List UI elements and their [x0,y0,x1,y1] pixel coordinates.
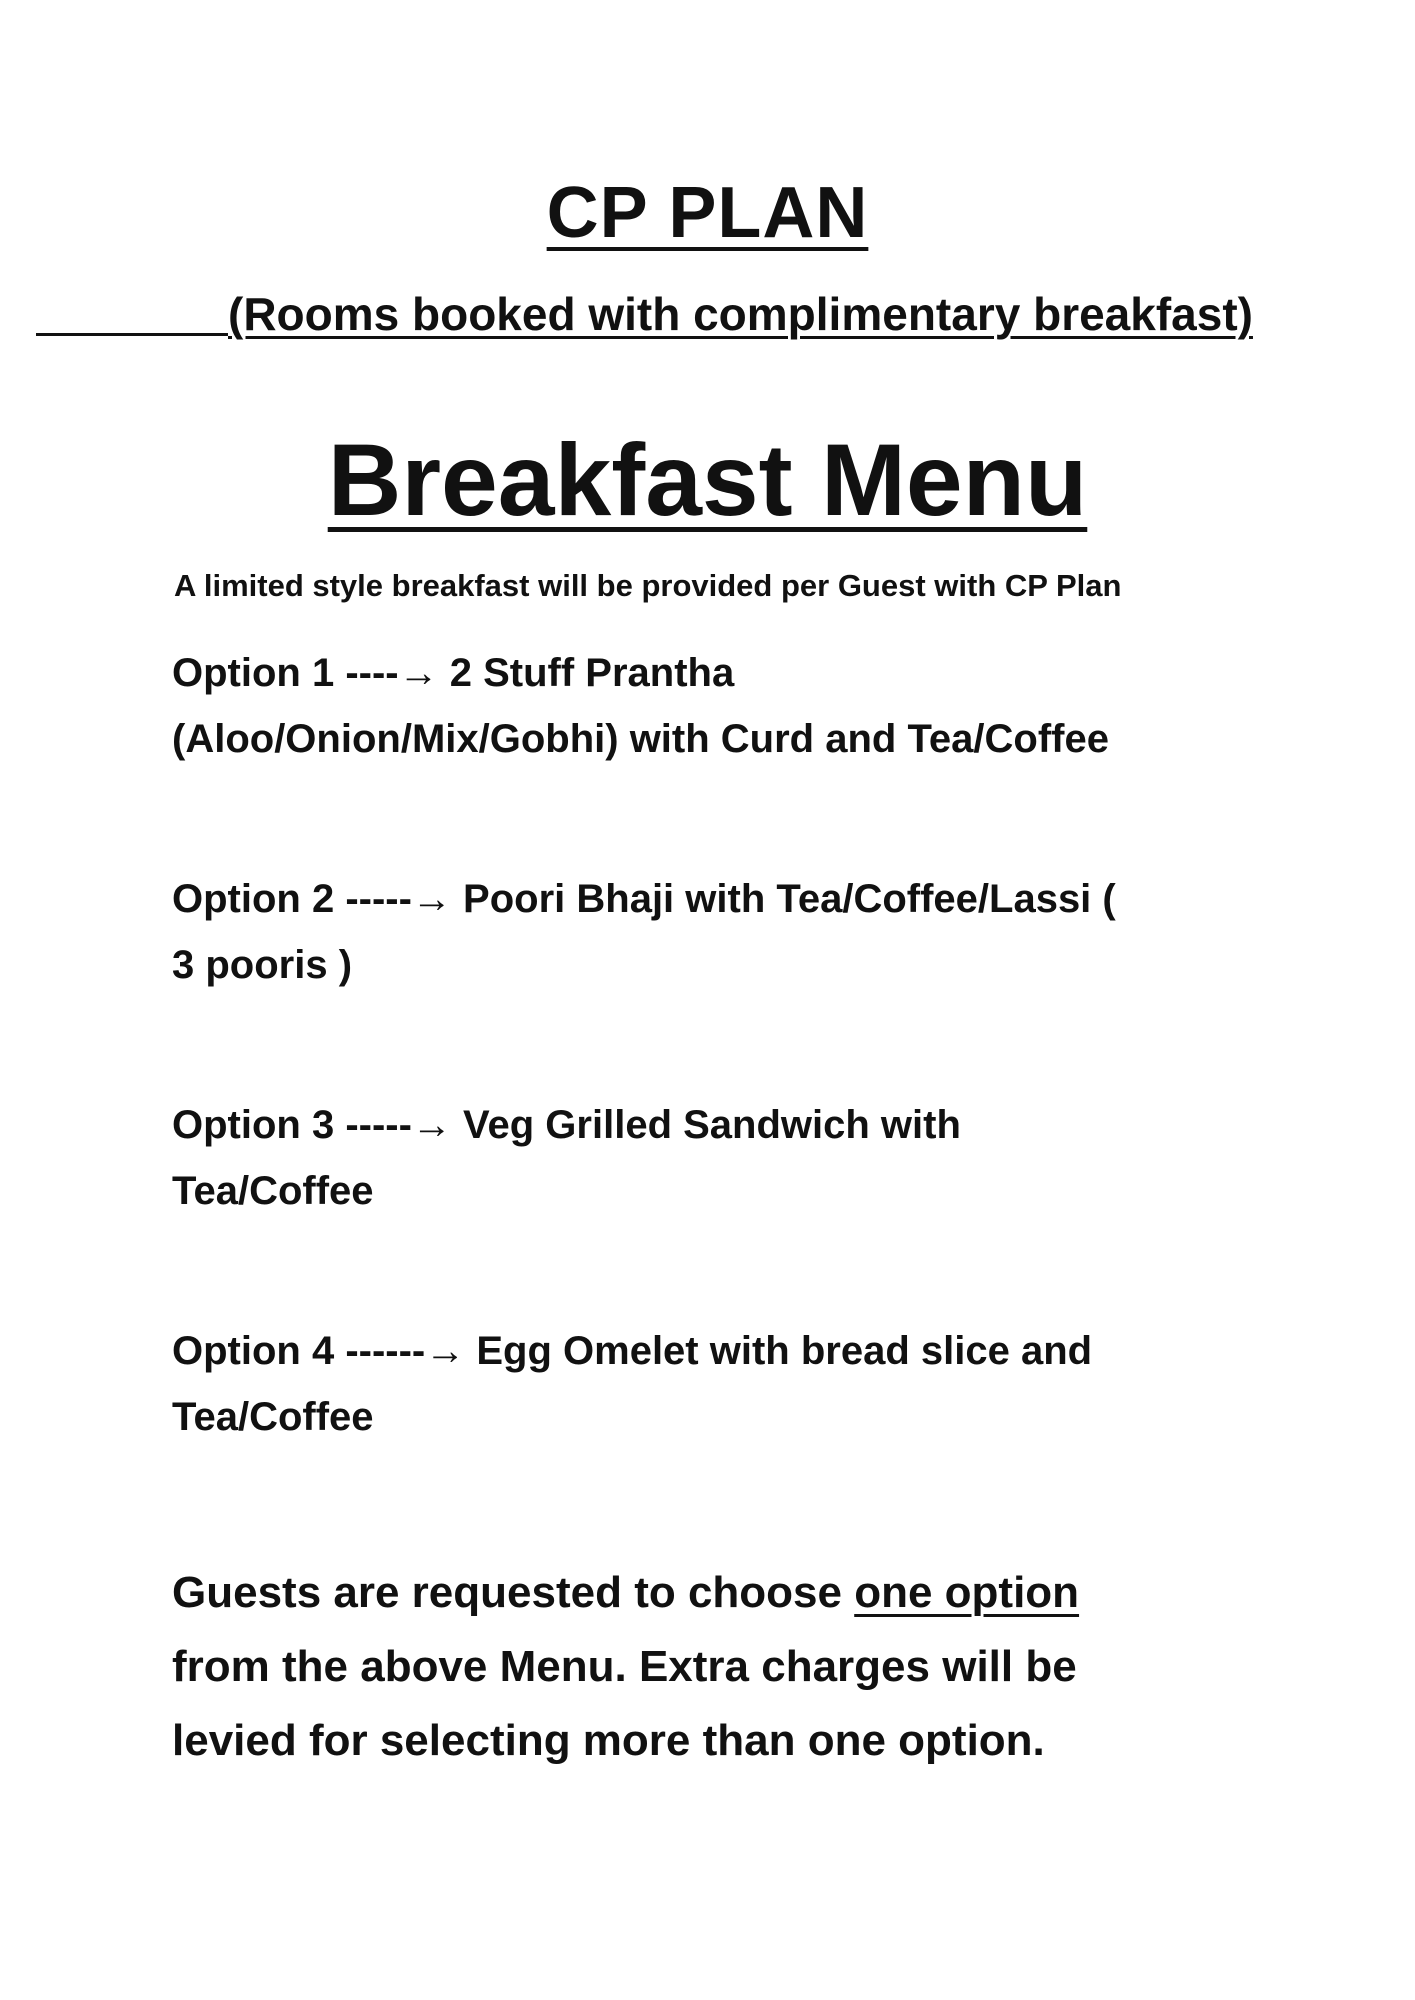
menu-option-3 [172,1092,961,1224]
menu-title [0,418,1415,542]
note-line-3: levied for selecting more than one option. [172,1716,1045,1765]
menu-option-2 [172,866,1116,998]
subtitle: (Rooms booked with complimentary breakfast) [228,288,1253,340]
subtitle-rule [36,333,228,336]
intro-text: A limited style breakfast will be provided per Guest with CP Plan [174,568,1122,603]
option-line: Tea/Coffee [172,1395,374,1439]
option-line: 3 pooris ) [172,943,353,987]
note-prefix: Guests are requested to choose [172,1568,855,1617]
menu-title-text: Breakfast Menu [327,423,1088,537]
menu-option-4 [172,1318,1092,1450]
menu-option-1 [172,640,1109,772]
note-emphasis: one option [854,1568,1080,1617]
plan-title-text: CP PLAN [546,173,869,253]
option-line: (Aloo/Onion/Mix/Gobhi) with Curd and Tea/Coffee [172,717,1109,761]
option-line: Tea/Coffee [172,1169,374,1213]
option-line: Option 4 ------→ Egg Omelet with bread slice and [172,1329,1093,1373]
note-line-2: from the above Menu. Extra charges will be [172,1642,1077,1691]
plan-title [0,168,1415,258]
option-line: Option 3 -----→ Veg Grilled Sandwich with [172,1103,961,1147]
note-line-1 [172,1556,1079,1630]
option-line: Option 1 ----→ 2 Stuff Prantha [172,651,735,695]
selection-note [172,1556,1079,1778]
option-line: Option 2 -----→ Poori Bhaji with Tea/Coffee/Lassi ( [172,877,1116,921]
